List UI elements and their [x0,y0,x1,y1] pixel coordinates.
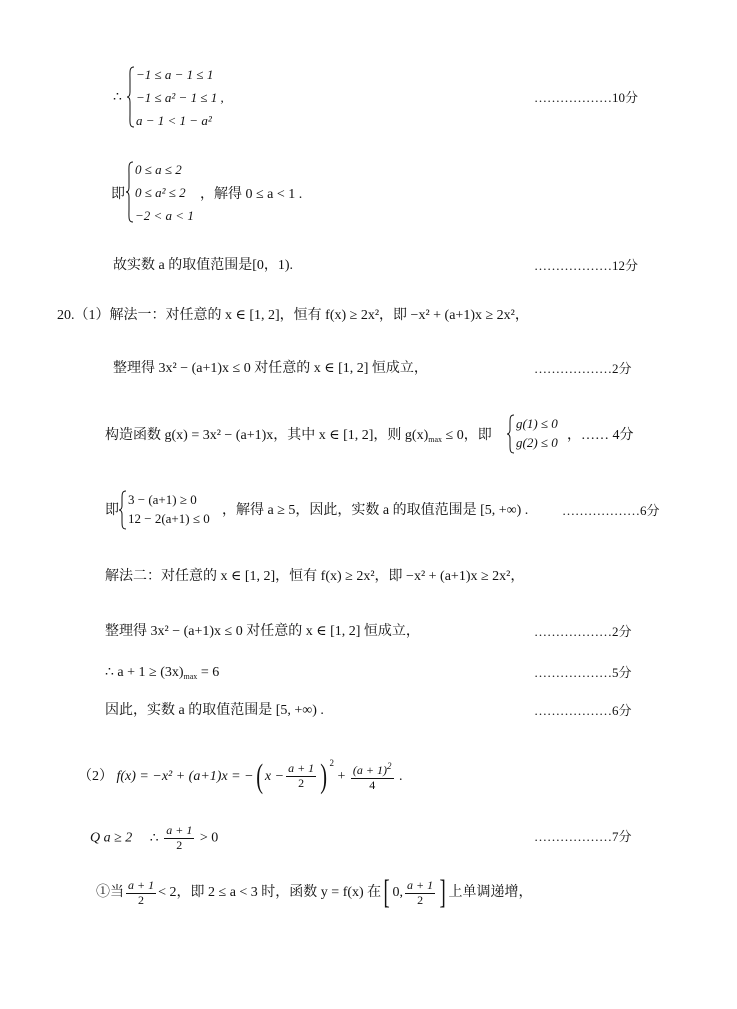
fraction-denominator: 2 [298,776,305,791]
therefore-symbol: ∴ [149,830,159,846]
left-paren-icon: ( [255,757,263,795]
fraction-numerator [351,761,394,779]
fraction-numerator: a + 1 [166,823,193,837]
part-2-expression [78,758,403,794]
score-label: ………………2分 [534,624,632,639]
left-bracket-icon: [ [383,874,390,911]
score-label: ………………7分 [534,829,632,844]
inequality-row: 0 ≤ a² ≤ 2 [135,185,186,200]
case-1-line [96,876,532,910]
condition-tail: > 0 [199,830,219,846]
score-label: ………………6分 [562,503,660,518]
fraction-numerator-text: (a + 1) [352,762,387,777]
therefore-symbol: ∴ [113,90,122,105]
fraction-numerator: a + 1 [288,761,315,776]
method-2-conclusion: 因此，实数 a 的取值范围是 [5, +∞) . [105,703,324,718]
question-20-statement: 20.（1）解法一：对任意的 x ∈ [1, 2]，恒有 f(x) ≥ 2x²，即 −x² + (a+1)x ≥ 2x²， [57,308,529,323]
fraction [164,824,194,853]
inequality-row: −2 < a < 1 [135,208,194,223]
right-paren-icon: ) [320,757,328,795]
inequality-row: g(1) ≤ 0 [516,416,558,431]
score-label: ………………5分 [534,665,632,680]
inequality-row: g(2) ≤ 0 [516,435,558,450]
left-brace-icon [506,414,515,454]
paren-inner: x − [264,769,285,784]
square-exponent: 2 [387,760,392,771]
left-brace-icon [125,161,134,223]
construct-text: 构造函数 g(x) = 3x² − (a+1)x，其中 x ∈ [1, 2]，则 g(x) [105,428,429,443]
construct-tail: ≤ 0，即 [442,428,492,443]
inequality-row: −1 ≤ a − 1 ≤ 1 [136,67,214,82]
score-label: ………………12分 [534,258,639,273]
plus-sign: + [337,769,346,784]
solve-result: ，解得 0 ≤ a < 1 . [200,187,303,202]
fraction [286,762,316,791]
case-1-mid: < 2，即 2 ≤ a < 3 时，函数 y = f(x) 在 [158,885,382,901]
construct-score: ，…… 4分 [567,428,634,443]
fraction-denominator: 2 [138,892,145,907]
condition-line [90,824,218,853]
max-subscript: max [183,672,198,681]
given-condition: Q a ≥ 2 [90,830,133,846]
square-exponent: 2 [329,758,334,768]
fraction-numerator: a + 1 [407,877,434,892]
interval-left: 0, [392,885,404,901]
left-brace-icon [126,66,135,128]
construct-function-step [105,429,492,444]
left-brace-icon [118,490,127,530]
score-label: ………………6分 [534,703,632,718]
method-2-bound [105,666,219,681]
expression-lhs: f(x) = −x² + (a+1)x = − [116,769,254,784]
fraction-numerator: a + 1 [128,877,155,892]
ji-prefix: 即 [111,187,125,202]
inequality-row: −1 ≤ a² − 1 ≤ 1 , [136,90,224,105]
method-2-rearrange: 整理得 3x² − (a+1)x ≤ 0 对任意的 x ∈ [1, 2] 恒成立， [105,624,420,639]
fraction-denominator: 2 [417,892,424,907]
fraction [126,879,156,908]
score-label: ………………10分 [534,90,639,105]
bound-text: ∴ a + 1 ≥ (3x) [105,665,184,680]
case-1-tail: 上单调递增， [448,885,533,901]
system-of-inequalities-1 [126,66,246,128]
bound-tail: = 6 [197,665,220,680]
fraction [351,761,394,793]
inequality-row: 12 − 2(a+1) ≤ 0 [128,511,210,526]
case-1-lead: ①当 [96,885,124,901]
max-subscript: max [428,435,443,444]
right-bracket-icon: ] [439,874,446,911]
rearrange-step: 整理得 3x² − (a+1)x ≤ 0 对任意的 x ∈ [1, 2] 恒成立， [113,361,428,376]
inequality-row: a − 1 < 1 − a² [136,113,212,128]
fraction [405,879,435,908]
fraction-denominator: 2 [176,837,183,852]
inequality-row: 3 − (a+1) ≥ 0 [128,492,197,507]
period: . [399,769,403,784]
fraction-denominator: 4 [369,777,376,792]
inequality-row: 0 ≤ a ≤ 2 [135,162,182,177]
part-2-label: （2） [78,769,113,784]
range-conclusion: 故实数 a 的取值范围是[0，1). [113,258,294,273]
method-2-intro: 解法二：对任意的 x ∈ [1, 2]，恒有 f(x) ≥ 2x²，即 −x² + (a+1)x ≥ 2x²， [105,569,525,584]
solve-conclusion: ，解得 a ≥ 5，因此，实数 a 的取值范围是 [5, +∞) . [222,503,529,518]
score-label: ………………2分 [534,361,632,376]
solve-system [118,490,228,530]
ji-prefix: 即 [105,503,119,518]
